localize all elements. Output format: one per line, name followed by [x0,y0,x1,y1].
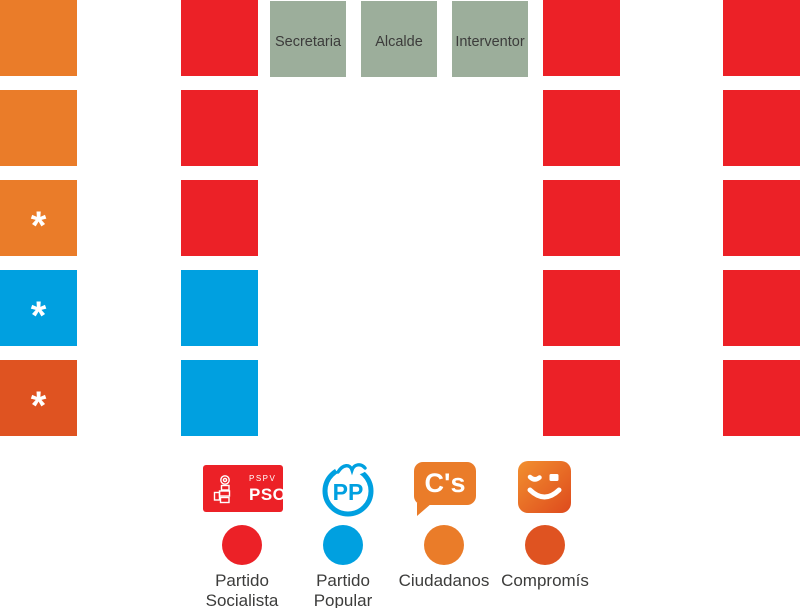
official-seat-alcalde [361,1,437,77]
seat-pp-marked [0,270,77,346]
seat-ciudadanos-marked [0,180,77,256]
seat-psoe [723,360,800,436]
seat-psoe [723,0,800,76]
official-label-alcalde: Alcalde [375,33,423,50]
seat-pp [181,270,258,346]
pp-logo-text: PP [332,479,364,505]
seat-psoe [543,180,620,256]
seat-column-right-inner [543,0,620,436]
seat-compromis-marked [0,360,77,436]
pp-logo [317,460,379,518]
official-seat-interventor [452,1,528,77]
seat-psoe [543,0,620,76]
legend-label-line: Compromís [501,571,589,590]
legend-circle-pp [323,525,363,565]
psoe-logo-text [249,475,298,503]
official-seat-secretaria [270,1,346,77]
seat-psoe [543,360,620,436]
official-label-interventor: Interventor [455,33,525,50]
seat-column-left-outer [0,0,77,436]
legend-label-line: Socialista [205,591,279,608]
speech-bubble-tail [417,503,432,516]
seat-pp [181,360,258,436]
asterisk-marker: * [30,204,47,248]
legend-circle-ciudadanos [424,525,464,565]
compromis-logo [518,461,571,513]
seat-ciudadanos [0,0,77,76]
seat-column-left-inner [181,0,258,436]
seat-psoe [181,90,258,166]
seat-psoe [543,90,620,166]
asterisk-marker: * [30,384,47,428]
seat-psoe [181,180,258,256]
seat-psoe [723,270,800,346]
legend-label-line: Partido [316,571,370,590]
seat-column-right-outer [723,0,800,436]
legend-label-line: Partido [215,571,269,590]
legend-circle-psoe [222,525,262,565]
pspv-label: PSPV [249,473,277,483]
legend-label-line: Ciudadanos [398,571,490,590]
ciudadanos-logo [414,462,476,505]
psoe-label: PSOE [249,484,299,504]
seat-ciudadanos [0,90,77,166]
square-eye-icon [550,474,559,481]
seat-psoe [723,90,800,166]
fist-and-rose-icon [212,474,235,504]
pspv-psoe-logo [203,465,299,512]
legend-label-compromis [475,571,615,591]
cs-logo-text: C's [424,468,466,498]
seat-psoe [543,270,620,346]
seat-psoe [181,0,258,76]
asterisk-marker: * [30,294,47,338]
official-label-secretaria: Secretaria [274,33,342,50]
legend-circle-compromis [525,525,565,565]
legend-label-line: Popular [313,591,373,608]
seat-psoe [723,180,800,256]
wink-eye-icon [530,477,540,479]
